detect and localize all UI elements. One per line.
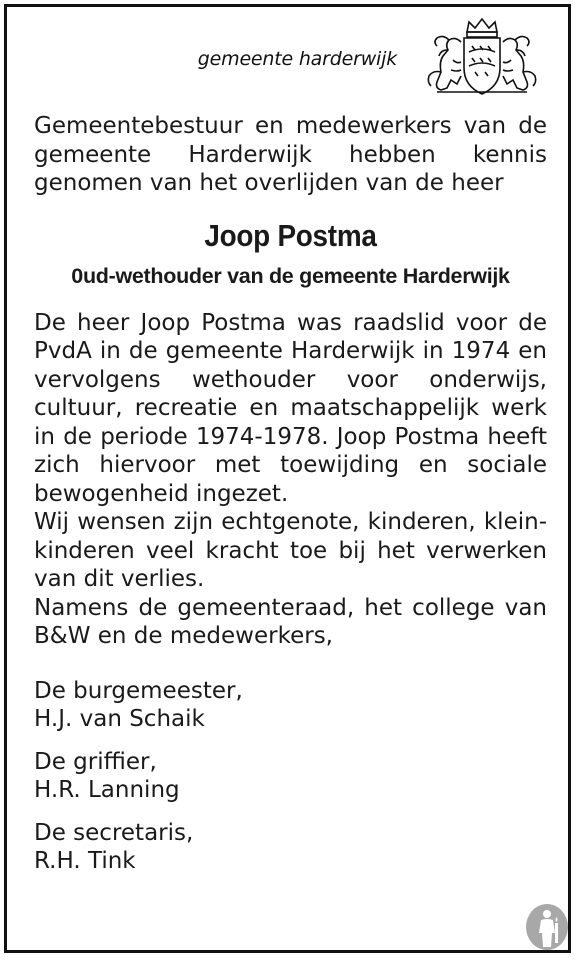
intro-text: Gemeentebestuur en medewerkers van de gemeente Harderwijk hebben kennis genomen van het overlijden van de heer [34,113,547,196]
signatory-name: H.J. van Schaik [34,706,205,732]
closing-text: Namens de gemeenteraad, het college van B&W en de medewerkers, [34,594,547,649]
candle-person-icon [525,903,569,951]
org-name: gemeente harderwijk [197,48,397,70]
deceased-role: 0ud-wethouder van de gemeente Harderwijk [71,263,510,288]
header [198,16,547,96]
signatory-name: H.R. Lanning [34,777,180,803]
condolence-paragraph: Wij wensen zijn echtgenote, kinderen, kleinkinderen veel kracht toe bij het verwerken van dit verlies. [34,509,547,592]
coat-of-arms-icon [417,16,547,96]
signatory [34,677,547,734]
signatory-title: De griffier, [34,748,157,775]
signatory-name: R.H. Tink [34,848,136,874]
signatory-title: De burgemeester, [34,677,243,704]
biography-paragraph: De heer Joop Postma was raadslid voor de PvdA in de gemeente Harderwijk in 1974 en vervolgens wethouder voor onderwijs, cultuur, recreatie en maatschappelijk werk in de periode 1974-1978. Joop Postma heeft zich hiervoor met toewijding en sociale bewogenheid ingezet. [34,309,547,507]
signatory [34,748,547,805]
signatory-title: De secretaris, [34,819,194,846]
signatory [34,819,547,876]
deceased-name: Joop Postma [204,217,377,253]
notice-body [34,112,547,876]
